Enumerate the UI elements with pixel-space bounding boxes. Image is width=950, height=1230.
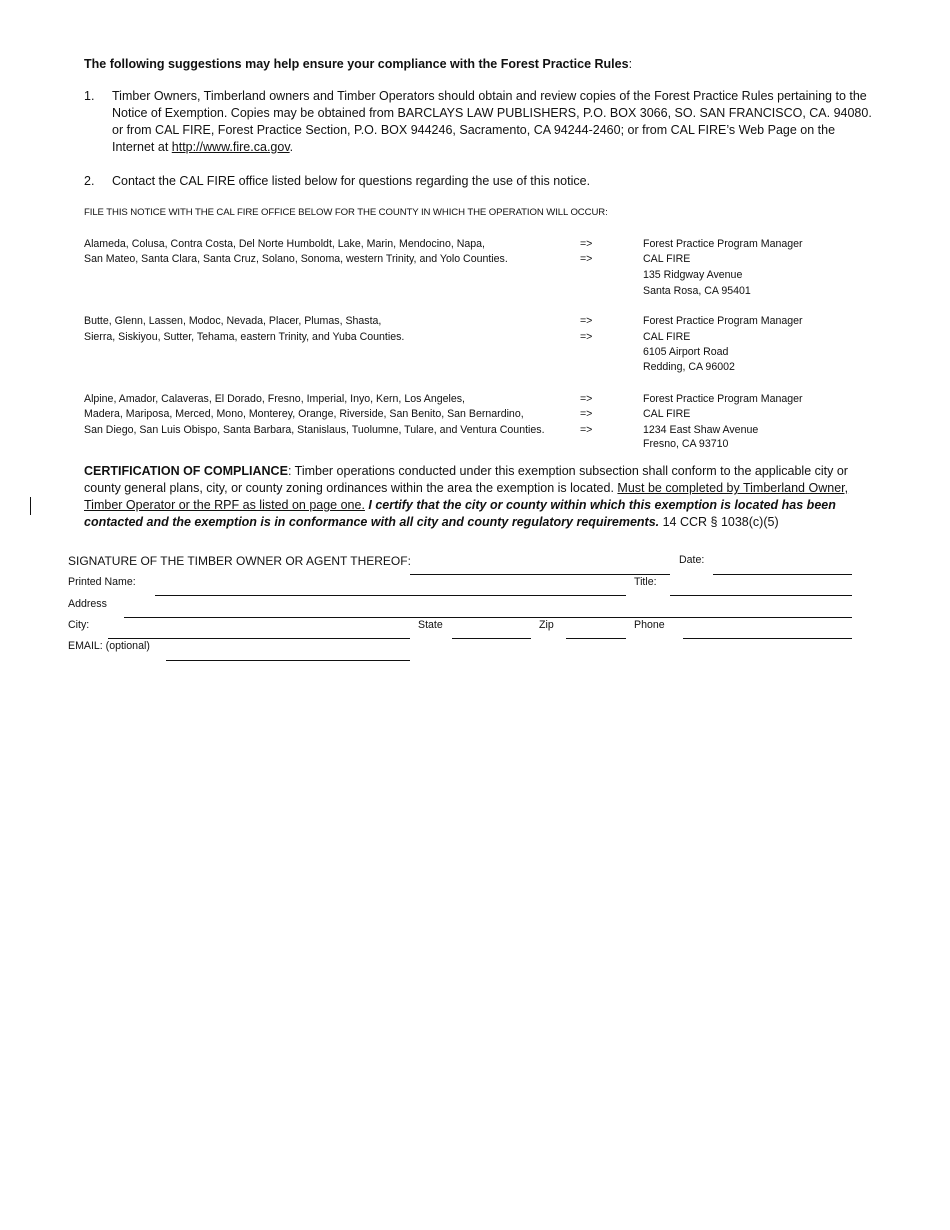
office-address-line: 135 Ridgway Avenue	[643, 269, 743, 281]
county-line: Sierra, Siskiyou, Sutter, Tehama, eastern Trinity, and Yuba Counties.	[84, 331, 405, 343]
certification-heading: CERTIFICATION OF COMPLIANCE	[84, 464, 288, 478]
arrow-marker: =>	[580, 315, 593, 327]
office-address-line: Redding, CA 96002	[643, 361, 735, 373]
office-address-line: 6105 Airport Road	[643, 346, 729, 358]
office-address-line: CAL FIRE	[643, 408, 691, 420]
signature-field[interactable]	[410, 574, 670, 575]
phone-label: Phone	[634, 619, 665, 631]
state-field[interactable]	[452, 638, 531, 639]
arrow-marker: =>	[580, 253, 593, 265]
office-address-line: CAL FIRE	[643, 253, 691, 265]
file-notice-heading: FILE THIS NOTICE WITH THE CAL FIRE OFFICE BELOW FOR THE COUNTY IN WHICH THE OPERATION WILL OCCUR:	[84, 207, 608, 218]
office-address-line: Forest Practice Program Manager	[643, 393, 803, 405]
office-address-line: Forest Practice Program Manager	[643, 315, 803, 327]
zip-field[interactable]	[566, 638, 626, 639]
list-item-text: Contact the CAL FIRE office listed below for questions regarding the use of this notice.	[112, 174, 591, 188]
date-field[interactable]	[713, 574, 852, 575]
city-field[interactable]	[108, 638, 410, 639]
office-address-line: Forest Practice Program Manager	[643, 238, 803, 250]
item-1-period: .	[289, 140, 294, 154]
list-item-number: 2.	[84, 174, 95, 188]
item-1-text: Timber Owners, Timberland owners and Timber Operators should obtain and review copies of the Forest Practice Rules pertaining to the Notice of Exemption. Copies may be obtained from BARCLAYS LAW PUBLISHERS, P.O. BOX 3066, SO. SAN FRANCISCO, CA. 94080. or from CAL FIRE, Forest Practice Section, P.O. BOX 944246, Sacramento, CA 94244-2460; or from CAL FIRE’s Web Page on the Internet at	[112, 89, 872, 154]
zip-label: Zip	[539, 619, 554, 631]
text-cursor	[30, 497, 31, 515]
arrow-marker: =>	[580, 408, 593, 420]
signature-label: SIGNATURE OF THE TIMBER OWNER OR AGENT THEREOF:	[68, 554, 411, 568]
intro-bold-text: The following suggestions may help ensure your compliance with the Forest Practice Rules	[84, 57, 629, 71]
email-field[interactable]	[166, 660, 410, 661]
arrow-marker: =>	[580, 424, 593, 436]
title-field[interactable]	[670, 595, 852, 596]
arrow-marker: =>	[580, 331, 593, 343]
list-item-number: 1.	[84, 89, 95, 103]
office-address-line: 1234 East Shaw Avenue	[643, 424, 759, 436]
phone-field[interactable]	[683, 638, 852, 639]
arrow-marker: =>	[580, 238, 593, 250]
address-field[interactable]	[124, 617, 852, 618]
office-address-line: CAL FIRE	[643, 331, 691, 343]
printed-name-label: Printed Name:	[68, 576, 136, 588]
state-label: State	[418, 619, 443, 631]
county-line: San Diego, San Luis Obispo, Santa Barbara, Stanislaus, Tuolumne, Tulare, and Ventura Counties.	[84, 424, 545, 436]
county-line: Alameda, Colusa, Contra Costa, Del Norte Humboldt, Lake, Marin, Mendocino, Napa,	[84, 238, 485, 250]
office-address-line: Santa Rosa, CA 95401	[643, 285, 751, 297]
office-address-line: Fresno, CA 93710	[643, 438, 729, 450]
email-label: EMAIL: (optional)	[68, 640, 150, 652]
intro-colon: :	[628, 57, 633, 71]
city-label: City:	[68, 619, 90, 631]
certification-paragraph	[84, 463, 874, 531]
title-label: Title:	[634, 576, 657, 588]
certification-statement: I certify that the city or county within which this exemption is located has been contacted and the exemption is in conformance with all city and county regulatory requirements.	[84, 498, 836, 529]
list-item-text	[112, 88, 874, 156]
certification-citation: 14 CCR § 1038(c)(5)	[659, 515, 779, 529]
certification-text: : Timber operations conducted under this exemption subsection shall conform to the applicable city or county general plans, city, or county zoning ordinances within the area the exemption is located.	[84, 464, 848, 495]
fire-website-link[interactable]: http://www.fire.ca.gov	[171, 140, 290, 154]
county-line: Madera, Mariposa, Merced, Mono, Monterey, Orange, Riverside, San Benito, San Bernardino,	[84, 408, 524, 420]
certification-requirement: Must be completed by Timberland Owner, Timber Operator or the RPF as listed on page one.	[84, 481, 849, 512]
intro-heading	[84, 57, 632, 71]
county-line: Alpine, Amador, Calaveras, El Dorado, Fresno, Imperial, Inyo, Kern, Los Angeles,	[84, 393, 465, 405]
date-label: Date:	[679, 554, 705, 566]
county-line: Butte, Glenn, Lassen, Modoc, Nevada, Placer, Plumas, Shasta,	[84, 315, 382, 327]
arrow-marker: =>	[580, 393, 593, 405]
printed-name-field[interactable]	[155, 595, 626, 596]
county-line: San Mateo, Santa Clara, Santa Cruz, Solano, Sonoma, western Trinity, and Yolo Counties.	[84, 253, 508, 265]
address-label: Address	[68, 598, 107, 610]
